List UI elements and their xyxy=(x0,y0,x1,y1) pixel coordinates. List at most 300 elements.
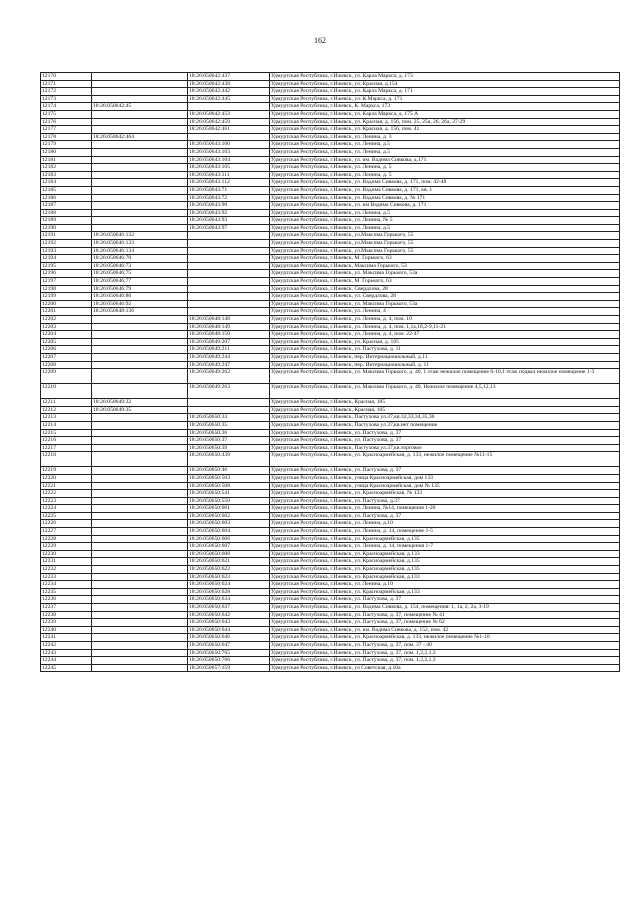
object-cadastral-number-cell: 18:26:050649:247 xyxy=(188,361,270,369)
land-cadastral-number-cell xyxy=(92,73,188,81)
row-number-cell: 12213 xyxy=(41,414,92,422)
land-cadastral-number-cell xyxy=(92,346,188,354)
land-cadastral-number-cell: 18:26:050646:132 xyxy=(92,232,188,240)
land-cadastral-number-cell xyxy=(92,316,188,324)
address-cell: Удмуртская Республика, г.Ижевск, ул. Ленина, д. 4, пом. 1,1а,1б,2-9,11-21 xyxy=(270,323,620,331)
land-cadastral-number-cell xyxy=(92,421,188,429)
table-row xyxy=(41,278,620,286)
land-cadastral-number-cell xyxy=(92,202,188,210)
row-number-cell: 12223 xyxy=(41,497,92,505)
land-cadastral-number-cell: 18:26:050646:70 xyxy=(92,255,188,263)
land-cadastral-number-cell: 18:26:050646:133 xyxy=(92,240,188,248)
land-cadastral-number-cell xyxy=(92,118,188,126)
row-number-cell: 12227 xyxy=(41,528,92,536)
land-cadastral-number-cell xyxy=(92,353,188,361)
row-number-cell: 12198 xyxy=(41,285,92,293)
land-cadastral-number-cell: 18:26:050646:73 xyxy=(92,262,188,270)
address-cell: Удмуртская Республика, г.Ижевск, ул.Максима Горького, 55 xyxy=(270,247,620,255)
row-number-cell: 12206 xyxy=(41,346,92,354)
address-cell: Удмуртская Республика, г.Ижевск, Пастухова ул.37,кв.нет помещение xyxy=(270,421,620,429)
address-cell: Удмуртская Республика, г.Ижевск, Свердлова, 28 xyxy=(270,285,620,293)
row-number-cell: 12211 xyxy=(41,399,92,407)
table-row xyxy=(41,482,620,490)
object-cadastral-number-cell: 18:26:050643:112 xyxy=(188,179,270,187)
land-cadastral-number-cell xyxy=(92,490,188,498)
table-row xyxy=(41,406,620,414)
land-cadastral-number-cell xyxy=(92,482,188,490)
object-cadastral-number-cell: 18:26:050650:508 xyxy=(188,482,270,490)
object-cadastral-number-cell: 18:26:050650:765 xyxy=(188,649,270,657)
row-number-cell: 12170 xyxy=(41,73,92,81)
land-cadastral-number-cell xyxy=(92,596,188,604)
address-cell: Удмуртская Республика, г.Ижевск, пер. Интернациональный, д.11 xyxy=(270,353,620,361)
table-row xyxy=(41,399,620,407)
land-cadastral-number-cell xyxy=(92,550,188,558)
address-cell: Удмуртская Республика, г.Ижевск, ул. Ленина, д. 5 xyxy=(270,164,620,172)
land-cadastral-number-cell xyxy=(92,209,188,217)
address-cell: Удмуртская Республика, г.Ижевск, ул. Ленина, д. 5 xyxy=(270,171,620,179)
land-cadastral-number-cell xyxy=(92,141,188,149)
address-cell: Удмуртская Республика, г.Ижевск, ул. Пастухова, д. 37 xyxy=(270,467,620,475)
land-cadastral-number-cell xyxy=(92,641,188,649)
table-row xyxy=(41,353,620,361)
table-row xyxy=(41,619,620,627)
table-row xyxy=(41,543,620,551)
address-cell: Удмуртская Республика, г.Ижевск, ул. Ленина, д.10 xyxy=(270,520,620,528)
table-row xyxy=(41,126,620,134)
land-cadastral-number-cell xyxy=(92,528,188,536)
address-cell: Удмуртская Республика, г.Ижевск, ул. Максима Горького, д. 40, 1 этаж нежилое помещение 6-10,1 этаж подвал нежилое помещение 1-3 xyxy=(270,369,620,384)
table-row xyxy=(41,452,620,467)
register-table xyxy=(40,72,620,672)
table-row xyxy=(41,103,620,111)
land-cadastral-number-cell xyxy=(92,95,188,103)
table-row xyxy=(41,255,620,263)
row-number-cell: 12217 xyxy=(41,444,92,452)
object-cadastral-number-cell: 18:26:050643:93 xyxy=(188,217,270,225)
land-cadastral-number-cell xyxy=(92,634,188,642)
table-row xyxy=(41,80,620,88)
table-row xyxy=(41,467,620,475)
row-number-cell: 12194 xyxy=(41,255,92,263)
row-number-cell: 12184 xyxy=(41,179,92,187)
row-number-cell: 12174 xyxy=(41,103,92,111)
land-cadastral-number-cell xyxy=(92,505,188,513)
row-number-cell: 12236 xyxy=(41,596,92,604)
row-number-cell: 12212 xyxy=(41,406,92,414)
table-row xyxy=(41,369,620,384)
address-cell: Удмуртская Республика, г.Ижевск, ул. им. Вадима Сивкова, д. 152, пом. 42 xyxy=(270,626,620,634)
address-cell: Удмуртская Республика, г.Ижевск, Пастухова ул.37,кв.32,33,34,35,36 xyxy=(270,414,620,422)
row-number-cell: 12207 xyxy=(41,353,92,361)
table-row xyxy=(41,558,620,566)
table-row xyxy=(41,414,620,422)
object-cadastral-number-cell: 18:26:050643:92 xyxy=(188,209,270,217)
table-row xyxy=(41,444,620,452)
address-cell: Удмуртская Республика, г.Ижевск, ул. Карла Маркса, д. 171 xyxy=(270,88,620,96)
land-cadastral-number-cell xyxy=(92,338,188,346)
table-row xyxy=(41,133,620,141)
object-cadastral-number-cell: 18:26:050643:100 xyxy=(188,141,270,149)
land-cadastral-number-cell xyxy=(92,217,188,225)
address-cell: Удмуртская Республика, г.Ижевск, ул. Вадима Сивкова, д. 171, кв. 1 xyxy=(270,186,620,194)
land-cadastral-number-cell xyxy=(92,126,188,134)
object-cadastral-number-cell: 18:26:050642:438 xyxy=(188,80,270,88)
object-cadastral-number-cell: 18:26:050650:628 xyxy=(188,588,270,596)
address-cell: Удмуртская Республика, г.Ижевск, ул. Ленина, 4 xyxy=(270,308,620,316)
table-row xyxy=(41,512,620,520)
land-cadastral-number-cell xyxy=(92,467,188,475)
object-cadastral-number-cell: 18:26:050657:159 xyxy=(188,664,270,672)
object-cadastral-number-cell: 18:26:050650:637 xyxy=(188,604,270,612)
object-cadastral-number-cell: 18:26:050650:601 xyxy=(188,505,270,513)
table-row xyxy=(41,535,620,543)
object-cadastral-number-cell: 18:26:050649:263 xyxy=(188,384,270,399)
land-cadastral-number-cell xyxy=(92,619,188,627)
table-row xyxy=(41,528,620,536)
row-number-cell: 12229 xyxy=(41,543,92,551)
row-number-cell: 12210 xyxy=(41,384,92,399)
row-number-cell: 12232 xyxy=(41,566,92,574)
table-row xyxy=(41,581,620,589)
object-cadastral-number-cell xyxy=(188,103,270,111)
land-cadastral-number-cell xyxy=(92,626,188,634)
table-row xyxy=(41,429,620,437)
object-cadastral-number-cell: 18:26:050650:621 xyxy=(188,558,270,566)
land-cadastral-number-cell xyxy=(92,657,188,665)
object-cadastral-number-cell: 18:26:050643:105 xyxy=(188,164,270,172)
land-cadastral-number-cell: 18:26:050642:464 xyxy=(92,133,188,141)
object-cadastral-number-cell: 18:26:050643:97 xyxy=(188,224,270,232)
land-cadastral-number-cell xyxy=(92,384,188,399)
table-row xyxy=(41,95,620,103)
object-cadastral-number-cell: 18:26:050642:459 xyxy=(188,118,270,126)
land-cadastral-number-cell xyxy=(92,369,188,384)
address-cell: Удмуртская Республика, г.Ижевск, ул.Максима Горького, 55 xyxy=(270,232,620,240)
table-row xyxy=(41,331,620,339)
table-row xyxy=(41,186,620,194)
table-row xyxy=(41,437,620,445)
table-row xyxy=(41,497,620,505)
object-cadastral-number-cell xyxy=(188,133,270,141)
land-cadastral-number-cell xyxy=(92,414,188,422)
address-cell: Удмуртская Республика, г.Ижевск, ул. Вадима Сивкова, д. № 171 xyxy=(270,194,620,202)
land-cadastral-number-cell: 18:26:050646:77 xyxy=(92,278,188,286)
object-cadastral-number-cell: 18:26:050648:150 xyxy=(188,331,270,339)
address-cell: Удмуртская Республика, г.Ижевск, ул. Пастухова, д. 37, помещение № 62 xyxy=(270,619,620,627)
object-cadastral-number-cell: 18:26:050650:642 xyxy=(188,611,270,619)
address-cell: Удмуртская Республика, г.Ижевск, ул. Ленина, д. 14, помещение 1-5 xyxy=(270,528,620,536)
address-cell: Удмуртская Республика, г.Ижевск, ул. Ленина, № 5 xyxy=(270,217,620,225)
table-row xyxy=(41,566,620,574)
row-number-cell: 12234 xyxy=(41,581,92,589)
table-row xyxy=(41,550,620,558)
address-cell: Удмуртская Республика, г.Ижевск, ул. Ленина, д. 4, пом. 10 xyxy=(270,316,620,324)
land-cadastral-number-cell xyxy=(92,588,188,596)
table-row xyxy=(41,641,620,649)
table-row xyxy=(41,300,620,308)
object-cadastral-number-cell xyxy=(188,240,270,248)
object-cadastral-number-cell: 18:26:050650:602 xyxy=(188,512,270,520)
address-cell: Удмуртская Республика, г.Ижевск, ул. им. Вадима Сивкова, д.171 xyxy=(270,156,620,164)
row-number-cell: 12215 xyxy=(41,429,92,437)
object-cadastral-number-cell xyxy=(188,270,270,278)
object-cadastral-number-cell: 18:26:050643:111 xyxy=(188,171,270,179)
row-number-cell: 12218 xyxy=(41,452,92,467)
table-row xyxy=(41,588,620,596)
object-cadastral-number-cell: 18:26:050642:445 xyxy=(188,95,270,103)
address-cell: Удмуртская Республика, г.Ижевск, ул. Красная, д.154 xyxy=(270,80,620,88)
row-number-cell: 12182 xyxy=(41,164,92,172)
land-cadastral-number-cell xyxy=(92,171,188,179)
land-cadastral-number-cell xyxy=(92,186,188,194)
land-cadastral-number-cell: 18:26:050646:79 xyxy=(92,285,188,293)
row-number-cell: 12220 xyxy=(41,474,92,482)
table-row xyxy=(41,262,620,270)
land-cadastral-number-cell: 18:26:050646:134 xyxy=(92,247,188,255)
address-cell: Удмуртская Республика, г.Ижевск, ул. Красноармейская, д. 133, нежилое помещение №1-10 xyxy=(270,634,620,642)
address-cell: Удмуртская Республика, г.Ижевск, ул. Карла Маркса, д. 175 А xyxy=(270,110,620,118)
address-cell: Удмуртская Республика, г.Ижевск, ул. Красноармейская, № 133 xyxy=(270,490,620,498)
object-cadastral-number-cell: 18:26:050650:39 xyxy=(188,444,270,452)
object-cadastral-number-cell: 18:26:050649:244 xyxy=(188,353,270,361)
land-cadastral-number-cell xyxy=(92,361,188,369)
table-row xyxy=(41,156,620,164)
land-cadastral-number-cell xyxy=(92,429,188,437)
object-cadastral-number-cell xyxy=(188,406,270,414)
table-row xyxy=(41,361,620,369)
page-number: 162 xyxy=(314,36,326,45)
address-cell: Удмуртская Республика, г.Ижевск, ул. Ленина, д.10 xyxy=(270,581,620,589)
row-number-cell: 12202 xyxy=(41,316,92,324)
table-row xyxy=(41,421,620,429)
table-row xyxy=(41,611,620,619)
land-cadastral-number-cell: 18:26:050646:80 xyxy=(92,293,188,301)
object-cadastral-number-cell: 18:26:050650:643 xyxy=(188,619,270,627)
row-number-cell: 12171 xyxy=(41,80,92,88)
table-row xyxy=(41,520,620,528)
address-cell: Удмуртская Республика, г.Ижевск, ул. Пастухова, д. 11 xyxy=(270,346,620,354)
address-cell: Удмуртская Республика, г.Ижевск, ул. Красноармейская, д.133 xyxy=(270,573,620,581)
row-number-cell: 12245 xyxy=(41,664,92,672)
object-cadastral-number-cell: 18:26:050650:647 xyxy=(188,641,270,649)
land-cadastral-number-cell: 18:26:050649:32 xyxy=(92,399,188,407)
address-cell: Удмуртская Республика, г.Ижевск, Красная, 105 xyxy=(270,399,620,407)
row-number-cell: 12172 xyxy=(41,88,92,96)
address-cell: Удмуртская Республика, г.Ижевск, ул. Ленина, д.5 xyxy=(270,148,620,156)
land-cadastral-number-cell xyxy=(92,558,188,566)
object-cadastral-number-cell: 18:26:050650:766 xyxy=(188,657,270,665)
object-cadastral-number-cell: 18:26:050649:211 xyxy=(188,346,270,354)
land-cadastral-number-cell xyxy=(92,224,188,232)
object-cadastral-number-cell: 18:26:050642:442 xyxy=(188,88,270,96)
object-cadastral-number-cell: 18:26:050650:646 xyxy=(188,634,270,642)
object-cadastral-number-cell: 18:26:050650:550 xyxy=(188,497,270,505)
row-number-cell: 12235 xyxy=(41,588,92,596)
object-cadastral-number-cell: 18:26:050650:46 xyxy=(188,467,270,475)
table-row xyxy=(41,490,620,498)
object-cadastral-number-cell: 18:26:050648:149 xyxy=(188,323,270,331)
address-cell: Удмуртская Республика, г.Ижевск, ул. Красноармейская, д.135 xyxy=(270,535,620,543)
row-number-cell: 12209 xyxy=(41,369,92,384)
row-number-cell: 12180 xyxy=(41,148,92,156)
object-cadastral-number-cell: 18:26:050650:503 xyxy=(188,474,270,482)
table-row xyxy=(41,171,620,179)
address-cell: Удмуртская Республика, г.Ижевск, М. Горького, 63 xyxy=(270,255,620,263)
table-row xyxy=(41,293,620,301)
row-number-cell: 12192 xyxy=(41,240,92,248)
object-cadastral-number-cell xyxy=(188,255,270,263)
row-number-cell: 12225 xyxy=(41,512,92,520)
address-cell: Удмуртская Республика, г.Ижевск, ул Советская, д.10а xyxy=(270,664,620,672)
address-cell: Удмуртская Республика, г.Ижевск, ул. Красноармейская, д.133 xyxy=(270,550,620,558)
row-number-cell: 12197 xyxy=(41,278,92,286)
land-cadastral-number-cell xyxy=(92,331,188,339)
land-cadastral-number-cell: 18:26:050648:136 xyxy=(92,308,188,316)
row-number-cell: 12208 xyxy=(41,361,92,369)
table-row xyxy=(41,657,620,665)
land-cadastral-number-cell xyxy=(92,437,188,445)
object-cadastral-number-cell: 18:26:050643:103 xyxy=(188,148,270,156)
row-number-cell: 12238 xyxy=(41,611,92,619)
object-cadastral-number-cell: 18:26:050650:37 xyxy=(188,437,270,445)
table-row xyxy=(41,634,620,642)
object-cadastral-number-cell xyxy=(188,278,270,286)
table-row xyxy=(41,118,620,126)
object-cadastral-number-cell xyxy=(188,300,270,308)
table-row xyxy=(41,626,620,634)
table-row xyxy=(41,308,620,316)
register-table-wrapper xyxy=(40,72,607,672)
row-number-cell: 12201 xyxy=(41,308,92,316)
row-number-cell: 12226 xyxy=(41,520,92,528)
object-cadastral-number-cell: 18:26:050650:604 xyxy=(188,528,270,536)
address-cell: Удмуртская Республика, г.Ижевск, ул. Ленина, д. 3 xyxy=(270,133,620,141)
land-cadastral-number-cell: 18:26:050646:75 xyxy=(92,270,188,278)
table-row xyxy=(41,217,620,225)
object-cadastral-number-cell xyxy=(188,285,270,293)
table-row xyxy=(41,664,620,672)
row-number-cell: 12242 xyxy=(41,641,92,649)
object-cadastral-number-cell xyxy=(188,262,270,270)
object-cadastral-number-cell: 18:26:050649:262 xyxy=(188,369,270,384)
row-number-cell: 12243 xyxy=(41,649,92,657)
land-cadastral-number-cell xyxy=(92,156,188,164)
table-row xyxy=(41,73,620,81)
address-cell: Удмуртская Республика, г.Ижевск, ул. Красноармейская, д. 133, нежилое помещение №11-15 xyxy=(270,452,620,467)
table-row xyxy=(41,573,620,581)
land-cadastral-number-cell xyxy=(92,194,188,202)
address-cell: Удмуртская Республика, г.Ижевск, ул. Красноармейская, д.135 xyxy=(270,566,620,574)
land-cadastral-number-cell xyxy=(92,520,188,528)
land-cadastral-number-cell: 18:26:050649:35 xyxy=(92,406,188,414)
row-number-cell: 12183 xyxy=(41,171,92,179)
object-cadastral-number-cell: 18:26:050643:104 xyxy=(188,156,270,164)
row-number-cell: 12203 xyxy=(41,323,92,331)
object-cadastral-number-cell: 18:26:050650:541 xyxy=(188,490,270,498)
row-number-cell: 12191 xyxy=(41,232,92,240)
address-cell: Удмуртская Республика, г.Ижевск, ул. Пастухова, д. 37 xyxy=(270,596,620,604)
row-number-cell: 12222 xyxy=(41,490,92,498)
row-number-cell: 12224 xyxy=(41,505,92,513)
object-cadastral-number-cell xyxy=(188,293,270,301)
row-number-cell: 12173 xyxy=(41,95,92,103)
land-cadastral-number-cell xyxy=(92,497,188,505)
table-row xyxy=(41,604,620,612)
row-number-cell: 12216 xyxy=(41,437,92,445)
land-cadastral-number-cell xyxy=(92,148,188,156)
object-cadastral-number-cell: 18:26:050650:634 xyxy=(188,596,270,604)
row-number-cell: 12237 xyxy=(41,604,92,612)
object-cadastral-number-cell: 18:26:050650:622 xyxy=(188,566,270,574)
row-number-cell: 12241 xyxy=(41,634,92,642)
address-cell: Удмуртская Республика, г.Ижевск, ул. Пастухова, д. 37, помещение № 41 xyxy=(270,611,620,619)
table-row xyxy=(41,316,620,324)
address-cell: Удмуртская Республика, г.Ижевск, ул. Пастухова, д. 37 xyxy=(270,512,620,520)
address-cell: Удмуртская Республика, г.Ижевск, ул. Ленина, д. 14, помещения 1-7 xyxy=(270,543,620,551)
land-cadastral-number-cell xyxy=(92,323,188,331)
table-row xyxy=(41,270,620,278)
land-cadastral-number-cell xyxy=(92,179,188,187)
object-cadastral-number-cell: 18:26:050650:33 xyxy=(188,414,270,422)
land-cadastral-number-cell xyxy=(92,581,188,589)
table-row xyxy=(41,202,620,210)
object-cadastral-number-cell: 18:26:050642:453 xyxy=(188,110,270,118)
row-number-cell: 12244 xyxy=(41,657,92,665)
address-cell: Удмуртская Республика, г.Ижевск, ул.Максима Горького, 55 xyxy=(270,240,620,248)
object-cadastral-number-cell: 18:26:050643:90 xyxy=(188,202,270,210)
row-number-cell: 12219 xyxy=(41,467,92,475)
table-row xyxy=(41,285,620,293)
address-cell: Удмуртская Республика, г.Ижевск, ул. Свердлова, 28 xyxy=(270,293,620,301)
object-cadastral-number-cell xyxy=(188,399,270,407)
table-row xyxy=(41,209,620,217)
address-cell: Удмуртская Республика, г.Ижевск, ул. Вадима Сивкова, д. 154, помещения: 1, 1а, 2, 2а, 3-19 xyxy=(270,604,620,612)
object-cadastral-number-cell: 18:26:050650:624 xyxy=(188,581,270,589)
object-cadastral-number-cell: 18:26:050643:72 xyxy=(188,194,270,202)
address-cell: Удмуртская Республика, г.Ижевск, ул. Пастухова, д. 37, пом. 37 - 40 xyxy=(270,641,620,649)
address-cell: Удмуртская Республика, г.Ижевск, ул. Пастухова, д. 37, пом. 1,2,2,1,3 xyxy=(270,649,620,657)
object-cadastral-number-cell: 18:26:050649:207 xyxy=(188,338,270,346)
land-cadastral-number-cell xyxy=(92,535,188,543)
address-cell: Удмуртская Республика, г.Ижевск, ул. Ленина, №14, помещения 1-20 xyxy=(270,505,620,513)
address-cell: Удмуртская Республика, г.Ижевск, улица Красноармейская, дом 133 xyxy=(270,474,620,482)
address-cell: Удмуртская Республика, г.Ижевск, ул. Максима Горького, 53а xyxy=(270,270,620,278)
address-cell: Удмуртская Республика, г.Ижевск, ул. Пастухова, д.37 xyxy=(270,497,620,505)
row-number-cell: 12188 xyxy=(41,209,92,217)
table-row xyxy=(41,232,620,240)
row-number-cell: 12186 xyxy=(41,194,92,202)
table-row xyxy=(41,179,620,187)
address-cell: Удмуртская Республика, г.Ижевск, пер. Интернациональный, д. 11 xyxy=(270,361,620,369)
object-cadastral-number-cell: 18:26:050648:148 xyxy=(188,316,270,324)
row-number-cell: 12239 xyxy=(41,619,92,627)
object-cadastral-number-cell: 18:26:050650:439 xyxy=(188,452,270,467)
row-number-cell: 12205 xyxy=(41,338,92,346)
table-row xyxy=(41,240,620,248)
land-cadastral-number-cell xyxy=(92,88,188,96)
land-cadastral-number-cell xyxy=(92,649,188,657)
address-cell: Удмуртская Республика, г.Ижевск, ул. Красноармейская, д.135 xyxy=(270,558,620,566)
table-row xyxy=(41,247,620,255)
object-cadastral-number-cell: 18:26:050650:36 xyxy=(188,429,270,437)
object-cadastral-number-cell: 18:26:050650:607 xyxy=(188,543,270,551)
row-number-cell: 12187 xyxy=(41,202,92,210)
object-cadastral-number-cell: 18:26:050650:606 xyxy=(188,535,270,543)
object-cadastral-number-cell xyxy=(188,232,270,240)
table-row xyxy=(41,596,620,604)
address-cell: Удмуртская Республика, г.Ижевск, ул. Красная, д. 105 xyxy=(270,338,620,346)
